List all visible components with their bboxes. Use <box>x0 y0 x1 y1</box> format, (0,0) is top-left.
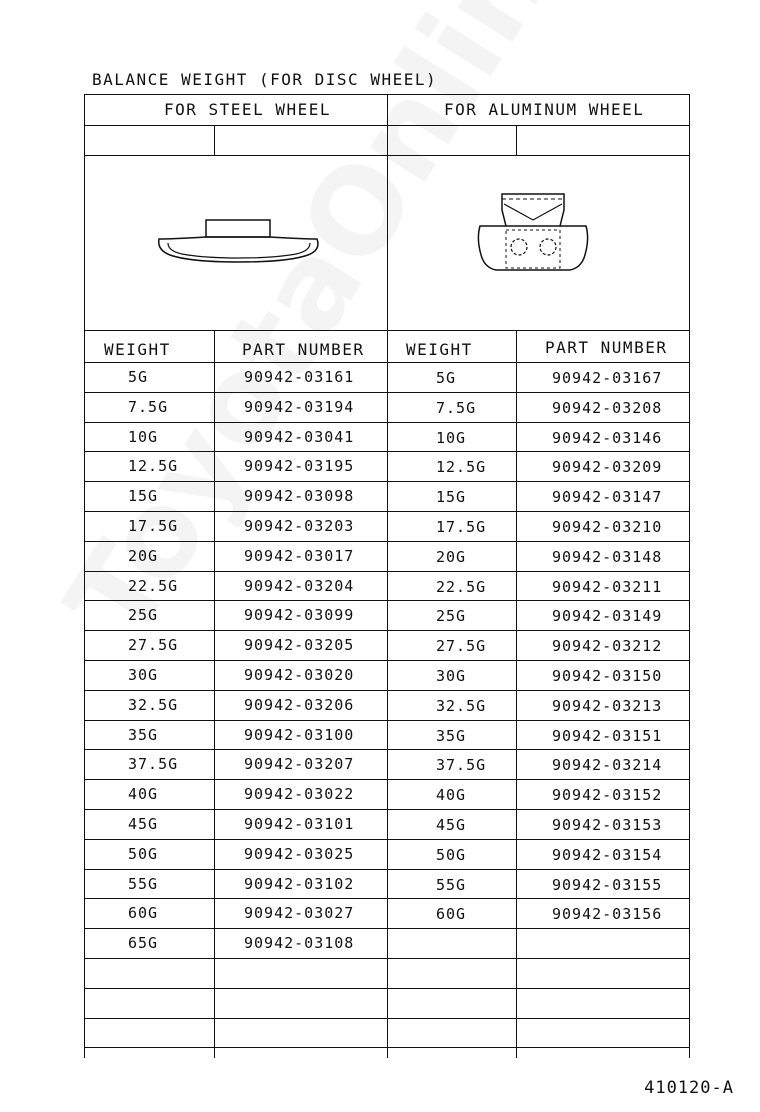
aluminum-weight-cell: 27.5G <box>436 637 487 655</box>
steel-weight-cell: 15G <box>128 487 159 505</box>
page-title: BALANCE WEIGHT (FOR DISC WHEEL) <box>92 70 438 89</box>
aluminum-weight-cell: 60G <box>436 905 467 923</box>
grid-vline <box>387 94 388 1058</box>
aluminum-weight-cell: 20G <box>436 548 467 566</box>
aluminum-weight-cell: 15G <box>436 488 467 506</box>
grid-vline <box>84 94 85 1058</box>
steel-part-number-cell: 90942-03020 <box>244 666 355 684</box>
steel-weight-cell: 60G <box>128 904 159 922</box>
aluminum-weight-cell: 50G <box>436 846 467 864</box>
steel-part-number-cell: 90942-03099 <box>244 606 355 624</box>
aluminum-weight-cell: 37.5G <box>436 756 487 774</box>
steel-part-number-cell: 90942-03101 <box>244 815 355 833</box>
steel-part-number-cell: 90942-03207 <box>244 755 355 773</box>
steel-part-number-cell: 90942-03102 <box>244 875 355 893</box>
steel-weight-cell: 25G <box>128 606 159 624</box>
grid-vline <box>689 94 690 1058</box>
aluminum-part-number-cell: 90942-03155 <box>552 876 663 894</box>
aluminum-part-number-cell: 90942-03209 <box>552 458 663 476</box>
aluminum-part-number-cell: 90942-03156 <box>552 905 663 923</box>
aluminum-part-number-cell: 90942-03151 <box>552 727 663 745</box>
aluminum-part-number-cell: 90942-03208 <box>552 399 663 417</box>
aluminum-part-number-cell: 90942-03149 <box>552 607 663 625</box>
steel-part-number-cell: 90942-03041 <box>244 428 355 446</box>
steel-weight-cell: 30G <box>128 666 159 684</box>
aluminum-weight-cell: 32.5G <box>436 697 487 715</box>
aluminum-weight-cell: 55G <box>436 876 467 894</box>
aluminum-part-number-cell: 90942-03210 <box>552 518 663 536</box>
steel-wheel-header: FOR STEEL WHEEL <box>164 100 331 119</box>
aluminum-weight-cell: 45G <box>436 816 467 834</box>
steel-part-number-cell: 90942-03025 <box>244 845 355 863</box>
steel-weight-cell: 7.5G <box>128 398 169 416</box>
aluminum-part-number-cell: 90942-03152 <box>552 786 663 804</box>
steel-part-number-cell: 90942-03203 <box>244 517 355 535</box>
steel-part-col-header: PART NUMBER <box>242 340 365 359</box>
steel-weight-cell: 35G <box>128 726 159 744</box>
aluminum-part-number-cell: 90942-03153 <box>552 816 663 834</box>
grid-vline <box>214 330 215 1058</box>
steel-part-number-cell: 90942-03100 <box>244 726 355 744</box>
steel-weight-cell: 65G <box>128 934 159 952</box>
aluminum-part-number-cell: 90942-03214 <box>552 756 663 774</box>
steel-weight-cell: 50G <box>128 845 159 863</box>
steel-wheel-weight-illustration <box>154 212 324 272</box>
aluminum-weight-cell: 12.5G <box>436 458 487 476</box>
steel-weight-cell: 32.5G <box>128 696 179 714</box>
steel-weight-cell: 12.5G <box>128 457 179 475</box>
aluminum-part-number-cell: 90942-03167 <box>552 369 663 387</box>
steel-part-number-cell: 90942-03195 <box>244 457 355 475</box>
steel-weight-col-header: WEIGHT <box>104 340 171 359</box>
aluminum-weight-col-header: WEIGHT <box>406 340 473 359</box>
steel-weight-cell: 27.5G <box>128 636 179 654</box>
steel-part-number-cell: 90942-03204 <box>244 577 355 595</box>
grid-vline <box>214 125 215 155</box>
aluminum-weight-cell: 7.5G <box>436 399 477 417</box>
aluminum-wheel-header: FOR ALUMINUM WHEEL <box>444 100 645 119</box>
aluminum-weight-cell: 17.5G <box>436 518 487 536</box>
steel-weight-cell: 37.5G <box>128 755 179 773</box>
grid-vline <box>516 330 517 1058</box>
steel-part-number-cell: 90942-03206 <box>244 696 355 714</box>
steel-weight-cell: 17.5G <box>128 517 179 535</box>
grid-vline <box>516 125 517 155</box>
steel-part-number-cell: 90942-03098 <box>244 487 355 505</box>
steel-part-number-cell: 90942-03194 <box>244 398 355 416</box>
aluminum-part-number-cell: 90942-03213 <box>552 697 663 715</box>
steel-part-number-cell: 90942-03027 <box>244 904 355 922</box>
steel-part-number-cell: 90942-03017 <box>244 547 355 565</box>
aluminum-part-number-cell: 90942-03211 <box>552 578 663 596</box>
aluminum-part-number-cell: 90942-03212 <box>552 637 663 655</box>
steel-weight-cell: 40G <box>128 785 159 803</box>
balance-weight-table <box>84 94 690 1058</box>
steel-weight-cell: 45G <box>128 815 159 833</box>
aluminum-weight-cell: 30G <box>436 667 467 685</box>
steel-part-number-cell: 90942-03205 <box>244 636 355 654</box>
steel-weight-cell: 20G <box>128 547 159 565</box>
steel-weight-cell: 5G <box>128 368 149 386</box>
steel-weight-cell: 10G <box>128 428 159 446</box>
steel-part-number-cell: 90942-03161 <box>244 368 355 386</box>
aluminum-weight-cell: 25G <box>436 607 467 625</box>
aluminum-weight-cell: 40G <box>436 786 467 804</box>
steel-part-number-cell: 90942-03022 <box>244 785 355 803</box>
aluminum-part-number-cell: 90942-03146 <box>552 429 663 447</box>
aluminum-weight-cell: 22.5G <box>436 578 487 596</box>
aluminum-part-number-cell: 90942-03150 <box>552 667 663 685</box>
steel-weight-cell: 22.5G <box>128 577 179 595</box>
aluminum-part-number-cell: 90942-03148 <box>552 548 663 566</box>
aluminum-weight-cell: 5G <box>436 369 457 387</box>
aluminum-part-col-header: PART NUMBER <box>545 338 668 357</box>
aluminum-part-number-cell: 90942-03147 <box>552 488 663 506</box>
aluminum-part-number-cell: 90942-03154 <box>552 846 663 864</box>
aluminum-weight-cell: 10G <box>436 429 467 447</box>
steel-part-number-cell: 90942-03108 <box>244 934 355 952</box>
figure-code: 410120-A <box>644 1078 734 1098</box>
steel-weight-cell: 55G <box>128 875 159 893</box>
aluminum-weight-cell: 35G <box>436 727 467 745</box>
aluminum-wheel-weight-illustration <box>472 190 592 280</box>
